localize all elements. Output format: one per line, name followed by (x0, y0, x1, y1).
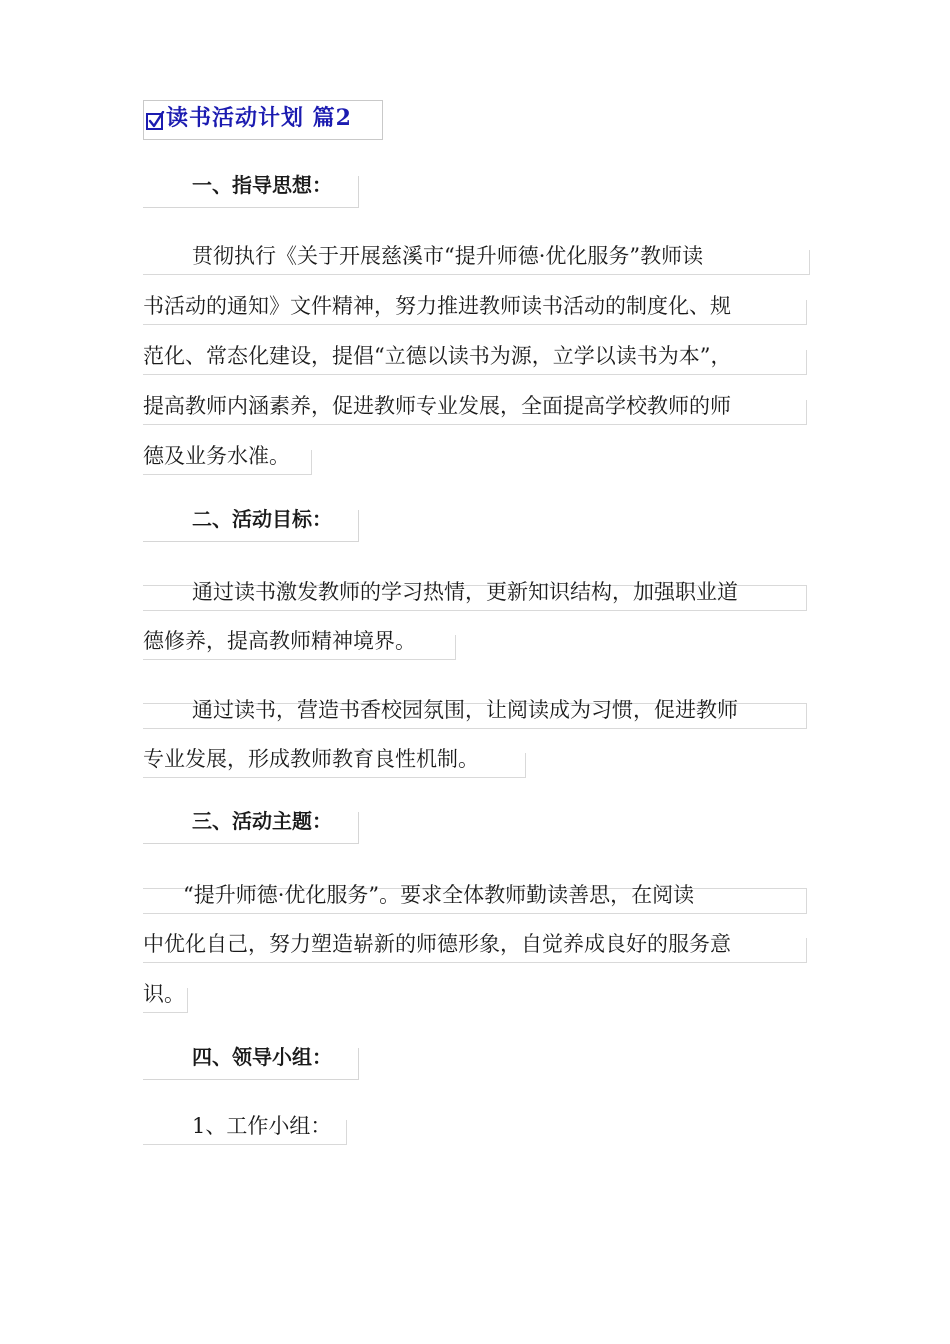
heading-text: 一、指导思想： (192, 173, 332, 197)
paragraph-line: 专业发展，形成教师教育良性机制。 (143, 753, 526, 778)
paragraph-line: 德修养，提高教师精神境界。 (143, 635, 456, 660)
section-heading-activity-goals (143, 507, 359, 542)
paragraph-line: “提升师德·优化服务”。要求全体教师勤读善思，在阅读 (143, 888, 807, 914)
section-heading-guiding-ideology (143, 173, 359, 208)
paragraph-line: 范化、常态化建设，提倡“立德以读书为源，立学以读书为本”， (143, 350, 807, 375)
paragraph-line: 中优化自己，努力塑造崭新的师德形象，自觉养成良好的服务意 (143, 938, 807, 963)
document-title: 读书活动计划 篇2 (166, 105, 352, 131)
checkbox-checked-icon (146, 111, 165, 130)
paragraph-line: 识。 (143, 988, 188, 1013)
section-heading-activity-theme (143, 809, 359, 844)
heading-text: 四、领导小组： (192, 1045, 332, 1069)
paragraph-line: 德及业务水准。 (143, 450, 312, 475)
paragraph-line: 提高教师内涵素养，促进教师专业发展，全面提高学校教师的师 (143, 400, 807, 425)
paragraph-line: 书活动的通知》文件精神，努力推进教师读书活动的制度化、规 (143, 300, 807, 325)
paragraph-line: 通过读书激发教师的学习热情，更新知识结构，加强职业道 (143, 585, 807, 611)
paragraph-line: 1、工作小组： (143, 1120, 347, 1145)
heading-text: 二、活动目标： (192, 507, 332, 531)
paragraph-line: 通过读书，营造书香校园氛围，让阅读成为习惯，促进教师 (143, 703, 807, 729)
heading-text: 三、活动主题： (192, 809, 332, 833)
paragraph-line: 贯彻执行《关于开展慈溪市“提升师德·优化服务”教师读 (143, 250, 810, 275)
section-heading-leadership-group (143, 1045, 359, 1080)
